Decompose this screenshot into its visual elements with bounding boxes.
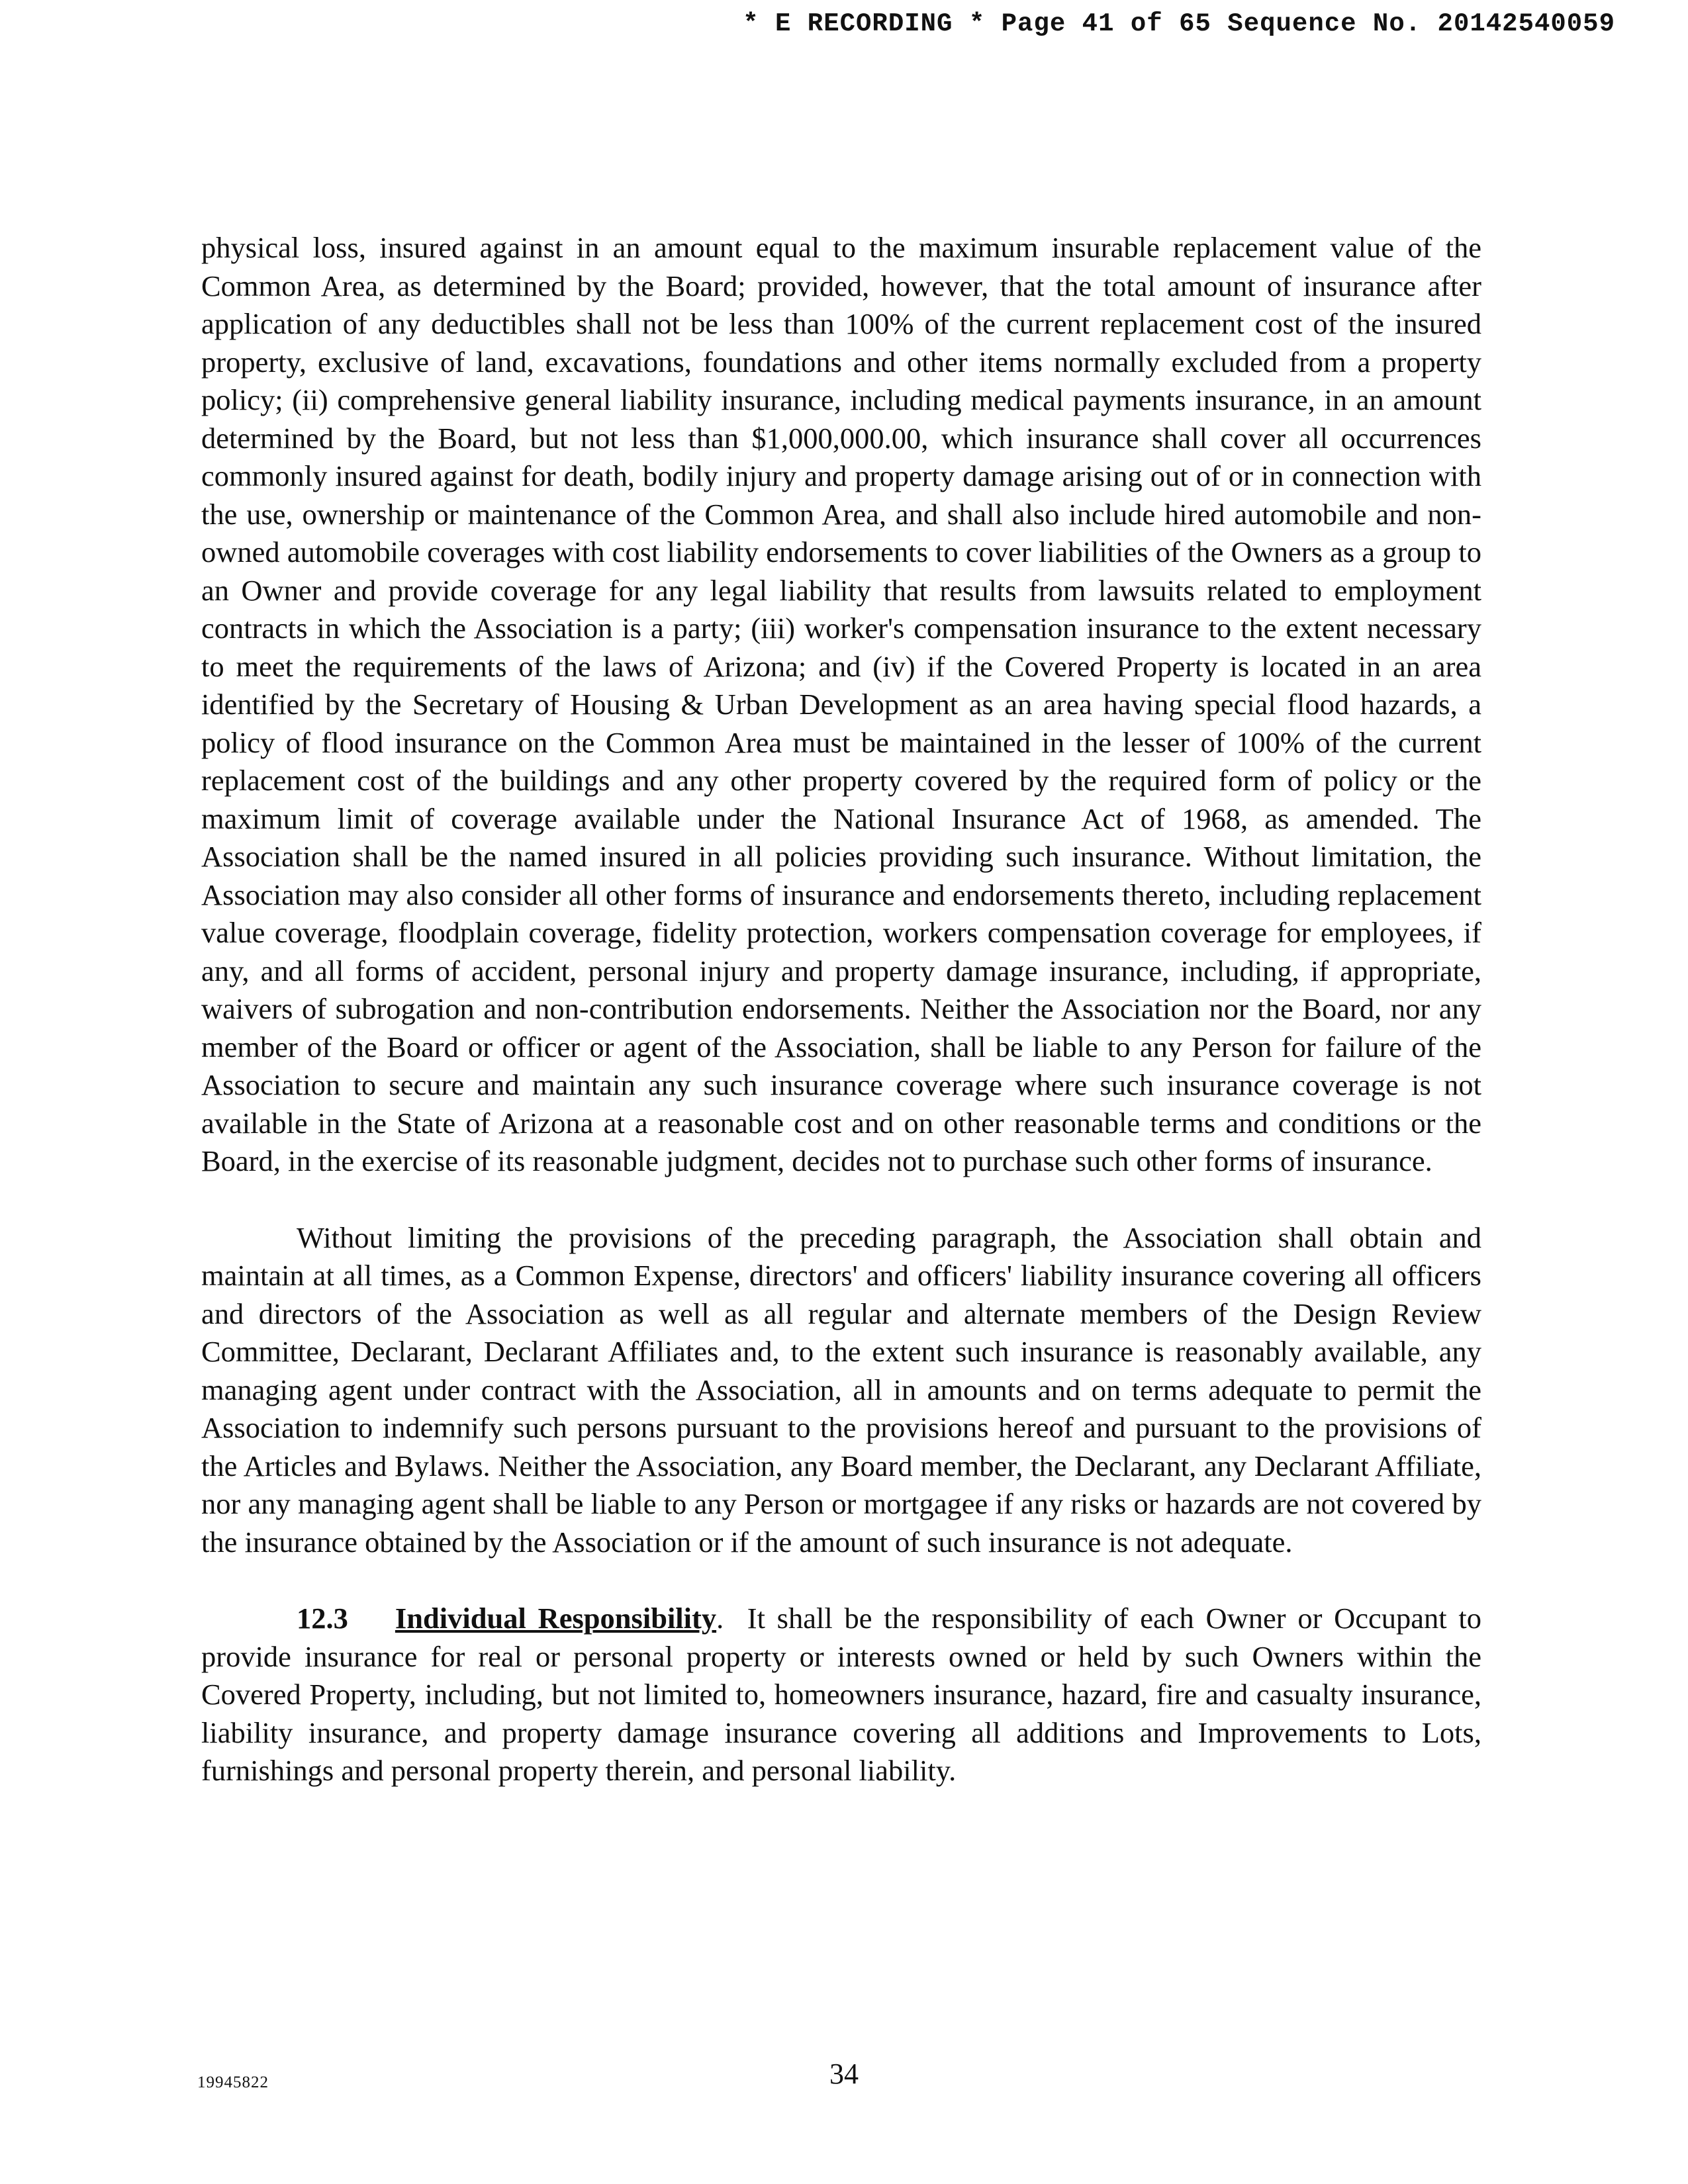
section-12-3-individual-responsibility [201, 1600, 1481, 1790]
paragraph-insurance-coverage: physical loss, insured against in an amount equal to the maximum insurable replacement value of the Common Area, as determined by the Board; provided, however, that the total amount of insurance after application of any deductibles shall not be less than 100% of the current replacement cost of the insured property, exclusive of land, excavations, foundations and other items normally excluded from a property policy; (ii) comprehensive general liability insurance, including medical payments insurance, in an amount determined by the Board, but not less than $1,000,000.00, which insurance shall cover all occurrences commonly insured against for death, bodily injury and property damage arising out of or in connection with the use, ownership or maintenance of the Common Area, and shall also include hired automobile and non-owned automobile coverages with cost liability endorsements to cover liabilities of the Owners as a group to an Owner and provide coverage for any legal liability that results from lawsuits related to employment contracts in which the Association is a party; (iii) worker's compensation insurance to the extent necessary to meet the requirements of the laws of Arizona; and (iv) if the Covered Property is located in an area identified by the Secretary of Housing & Urban Development as an area having special flood hazards, a policy of flood insurance on the Common Area must be maintained in the lesser of 100% of the current replacement cost of the buildings and any other property covered by the required form of policy or the maximum limit of coverage available under the National Insurance Act of 1968, as amended. The Association shall be the named insured in all policies providing such insurance. Without limitation, the Association may also consider all other forms of insurance and endorsements thereto, including replacement value coverage, floodplain coverage, fidelity protection, workers compensation coverage for employees, if any, and all forms of accident, personal injury and property damage insurance, including, if appropriate, waivers of subrogation and non-contribution endorsements. Neither the Association nor the Board, nor any member of the Board or officer or agent of the Association, shall be liable to any Person for failure of the Association to secure and maintain any such insurance coverage where such insurance coverage is not available in the State of Arizona at a reasonable cost and on other reasonable terms and conditions or the Board, in the exercise of its reasonable judgment, decides not to purchase such other forms of insurance. [201, 231, 1481, 1177]
document-body [201, 229, 1481, 1790]
section-title-punctuation: . [716, 1602, 724, 1635]
section-text: It shall be the responsibility of each Owner or Occupant to provide insurance for real or personal property or interests owned or held by such Owners within the Covered Property, including, but not limited to, homeowners insurance, hazard, fire and casualty insurance, liability insurance, and property damage insurance covering all additions and Improvements to Lots, furnishings and personal property therein, and personal liability. [201, 1602, 1482, 1787]
section-number: 12.3 [297, 1602, 348, 1635]
recording-header: * E RECORDING * Page 41 of 65 Sequence No. 20142540059 [743, 9, 1615, 38]
section-title: Individual Responsibility [395, 1602, 717, 1635]
page-number: 34 [829, 2058, 859, 2090]
paragraph-directors-officers-liability: Without limiting the provisions of the preceding paragraph, the Association shall obtain and maintain at all times, as a Common Expense, directors' and officers' liability insurance covering all officers and directors of the Association as well as all regular and alternate members of the Design Review Committee, Declarant, Declarant Affiliates and, to the extent such insurance is reasonably available, any managing agent under contract with the Association, all in amounts and on terms adequate to permit the Association to indemnify such persons pursuant to the provisions hereof and pursuant to the provisions of the Articles and Bylaws. Neither the Association, any Board member, the Declarant, any Declarant Affiliate, nor any managing agent shall be liable to any Person or mortgagee if any risks or hazards are not covered by the insurance obtained by the Association or if the amount of such insurance is not adequate. [201, 1220, 1481, 1559]
document-id: 19945822 [197, 2073, 269, 2091]
